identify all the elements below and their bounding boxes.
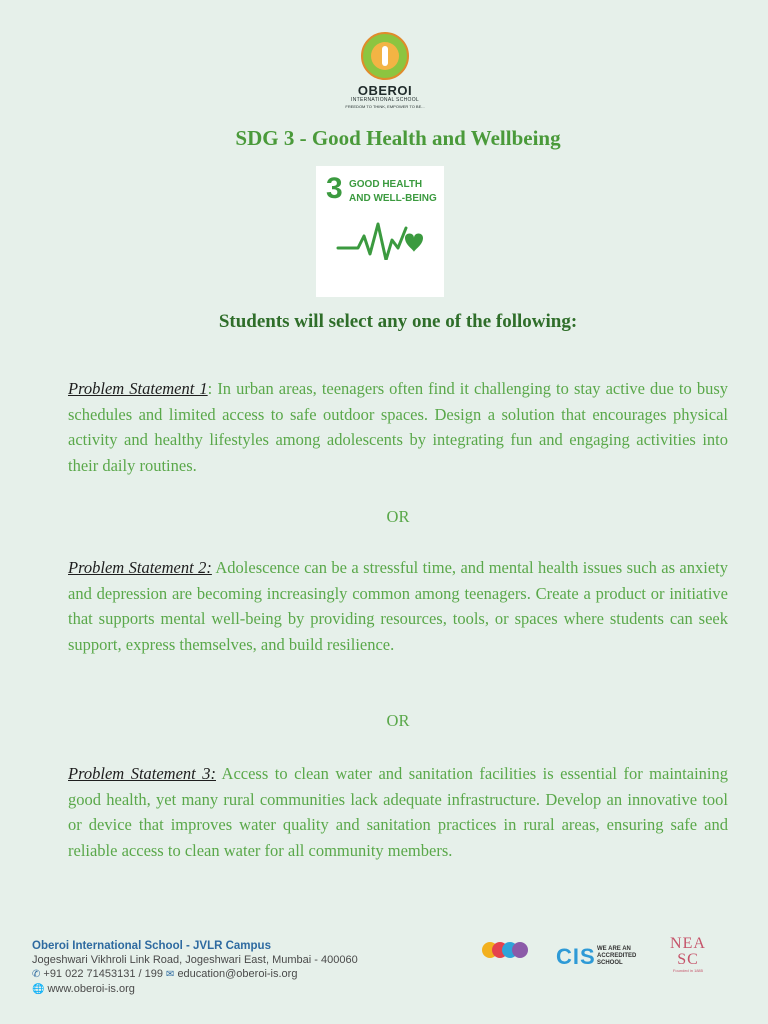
problem-statement-3-text: Access to clean water and sanitation facilities is essential for maintaining good health, yet many rural communities lack adequate infrastructure. Develop an innovative tool or device that improves water quality and sanitation practices in rural areas, ensuring safe and reliable access to clean water for all community members.	[68, 764, 728, 860]
problem-statement-3-label: Problem Statement 3:	[68, 764, 216, 783]
selection-heading: Students will select any one of the following:	[218, 311, 578, 332]
problem-statement-2-label: Problem Statement 2:	[68, 558, 212, 577]
globe-icon: 🌐	[32, 984, 45, 995]
sdg-3-tile	[316, 166, 444, 297]
heartbeat-icon	[336, 210, 426, 260]
logo-tagline: FREEDOM TO THINK, EMPOWER TO BE...	[345, 104, 425, 109]
sdg-number: 3	[326, 172, 343, 205]
or-divider-1: OR	[386, 507, 410, 526]
cis-accreditation-logo	[556, 944, 637, 970]
footer-school-name: Oberoi International School - JVLR Campus	[32, 940, 271, 952]
neasc-small: Founded in 1885	[672, 968, 704, 973]
school-logo	[340, 32, 430, 110]
page-title: SDG 3 - Good Health and Wellbeing	[235, 126, 561, 150]
ib-logo	[480, 942, 530, 982]
problem-statement-1-sep: :	[207, 379, 213, 398]
footer-address: Jogeshwari Vikhroli Link Road, Jogeshwari East, Mumbai - 400060	[32, 954, 358, 966]
phone-icon: ✆	[32, 969, 41, 980]
problem-statement-1	[68, 376, 728, 478]
footer-contact	[32, 939, 358, 997]
mail-icon: ✉	[166, 969, 175, 980]
footer-phone: +91 022 71453131 / 199	[43, 968, 163, 980]
logo-subname: INTERNATIONAL SCHOOL	[351, 97, 419, 103]
problem-statement-1-label: Problem Statement 1	[68, 379, 208, 398]
footer-website-row	[32, 982, 358, 997]
logo-name: OBEROI	[357, 83, 413, 98]
sdg-label-line1: GOOD HEALTH	[349, 179, 423, 190]
sdg-label-line2: AND WELL-BEING	[349, 193, 437, 204]
cis-mark: CIS	[556, 944, 596, 969]
footer-email[interactable]: education@oberoi-is.org	[177, 968, 298, 980]
footer-phone-email	[32, 967, 358, 982]
neasc-mark-top: NEA	[670, 935, 706, 952]
sdg-label	[349, 178, 439, 206]
problem-statement-2	[68, 555, 728, 657]
logo-emblem-icon	[361, 32, 409, 80]
neasc-logo	[664, 936, 712, 986]
heart-icon	[405, 234, 423, 253]
or-divider-2: OR	[386, 711, 410, 730]
problem-statement-1-text: In urban areas, teenagers often find it challenging to stay active due to busy schedules and limited access to safe outdoor spaces. Design a solution that encourages physical activity and healthy lifestyles among adolescents by integrating fun and engaging activities into their daily routines.	[68, 379, 728, 475]
cis-text: WE ARE AN ACCREDITED SCHOOL	[597, 946, 637, 966]
problem-statement-3	[68, 761, 728, 863]
footer-website[interactable]: www.oberoi-is.org	[47, 983, 135, 995]
neasc-mark-bottom: SC	[677, 951, 699, 968]
problem-statement-2-text: Adolescence can be a stressful time, and mental health issues such as anxiety and depression are becoming increasingly common among teenagers. Create a product or initiative that supports mental well-being by providing resources, tools, or spaces where students can seek support, express themselves, and build resilience.	[68, 558, 728, 654]
